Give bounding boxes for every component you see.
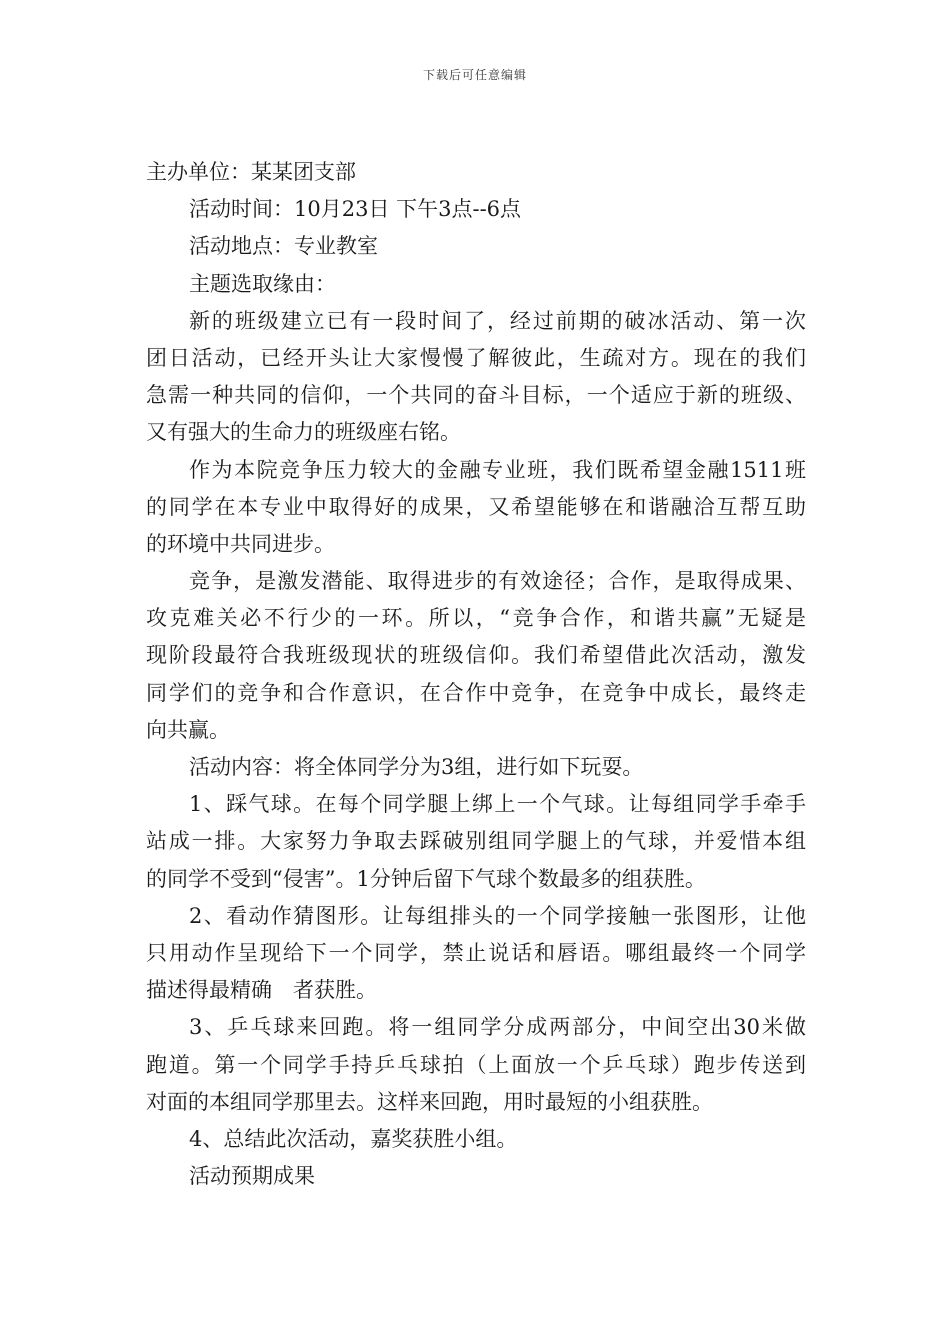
document-line: 1、踩气球。在每个同学腿上绑上一个气球。让每组同学手牵手 <box>189 792 806 817</box>
document-line: 的环境中共同进步。 <box>146 531 335 556</box>
document-line: 作为本院竞争压力较大的金融专业班，我们既希望金融1511班 <box>189 457 806 482</box>
document-line: 跑道。第一个同学手持乒乓球拍（上面放一个乒乓球）跑步传送到 <box>146 1052 806 1077</box>
document-line: 活动地点：专业教室 <box>189 234 378 259</box>
document-line: 又有强大的生命力的班级座右铭。 <box>146 420 461 445</box>
document-line: 同学们的竞争和合作意识，在合作中竞争，在竞争中成长，最终走 <box>146 680 806 705</box>
document-line: 4、总结此次活动，嘉奖获胜小组。 <box>189 1126 518 1151</box>
document-line: 新的班级建立已有一段时间了，经过前期的破冰活动、第一次 <box>189 308 806 333</box>
document-line: 3、乒乓球来回跑。将一组同学分成两部分，中间空出30米做 <box>189 1015 806 1040</box>
document-line: 现阶段最符合我班级现状的班级信仰。我们希望借此次活动，激发 <box>146 643 806 668</box>
document-line: 向共赢。 <box>146 717 230 742</box>
document-line: 描述得最精确 者获胜。 <box>146 978 377 1003</box>
document-line: 活动内容：将全体同学分为3组，进行如下玩耍。 <box>189 755 644 779</box>
page-header-note: 下载后可任意编辑 <box>422 68 527 82</box>
document-line: 团日活动，已经开头让大家慢慢了解彼此，生疏对方。现在的我们 <box>146 345 806 370</box>
document-line: 竞争，是激发潜能、取得进步的有效途径；合作，是取得成果、 <box>189 569 806 594</box>
document-line: 活动预期成果 <box>189 1164 315 1189</box>
document-line: 活动时间：10月23日 下午3点--6点 <box>189 197 522 222</box>
document-line: 2、看动作猜图形。让每组排头的一个同学接触一张图形，让他 <box>189 903 806 928</box>
document-line: 主办单位：某某团支部 <box>146 160 356 184</box>
document-line: 的同学不受到“侵害”。1分钟后留下气球个数最多的组获胜。 <box>146 866 706 891</box>
document-body <box>146 154 826 1195</box>
document-line: 主题选取缘由： <box>189 271 336 296</box>
document-line: 急需一种共同的信仰，一个共同的奋斗目标，一个适应于新的班级、 <box>146 383 806 408</box>
document-line: 站成一排。大家努力争取去踩破别组同学腿上的气球，并爱惜本组 <box>146 829 806 854</box>
document-line: 攻克难关必不行少的一环。所以，“竞争合作，和谐共赢”无疑是 <box>146 606 806 631</box>
document-line: 的同学在本专业中取得好的成果，又希望能够在和谐融洽互帮互助 <box>146 494 806 519</box>
document-line: 对面的本组同学那里去。这样来回跑，用时最短的小组获胜。 <box>146 1089 713 1114</box>
document-line: 只用动作呈现给下一个同学，禁止说话和唇语。哪组最终一个同学 <box>146 940 806 965</box>
